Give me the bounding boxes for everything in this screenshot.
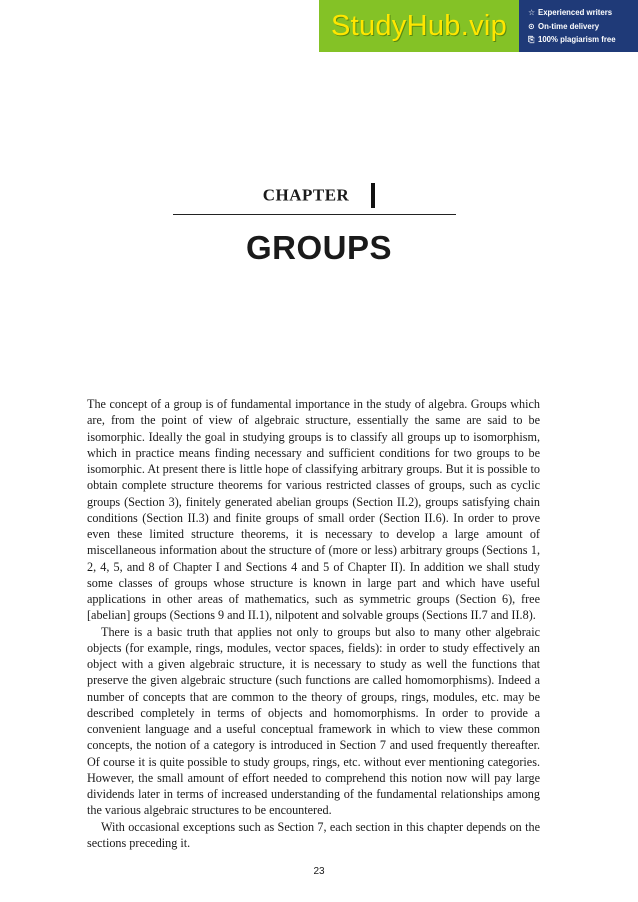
paragraph-2: There is a basic truth that applies not only to groups but also to many other algebraic objects (for example, rings, modules, vector spaces, fields): in order to study effectively an object with a given algebraic structure, it is necessary to study as well the functions that preserve the given algebraic structure (such functions are called homomorphisms). Indeed a number of concepts that are common to the theory of groups, rings, modules, etc. may be described completely in terms of objects and homomorphisms. In order to provide a convenient language and a useful conceptual framework in which to view these common concepts, the notion of a category is introduced in Section 7 and used frequently thereafter. Of course it is quite possible to study groups, rings, etc. without ever mentioning categories. However, the small amount of effort needed to comprehend this notion now will pay large dividends later in terms of increased understanding of the fundamental relationships among the various algebraic structures to be encountered. — [87, 624, 540, 818]
chapter-number-roman-one — [371, 183, 375, 208]
feature-label: 100% plagiarism free — [538, 35, 616, 45]
feature-on-time-delivery — [528, 20, 638, 34]
clock-icon: ⊙ — [528, 21, 535, 31]
feature-experienced-writers — [528, 6, 638, 20]
studyhub-logo[interactable] — [319, 0, 519, 52]
paragraph-3: With occasional exceptions such as Section 7, each section in this chapter depends on the sections preceding it. — [87, 819, 540, 850]
page-number: 23 — [313, 866, 325, 877]
logo-text: StudyHub.vip — [330, 9, 508, 42]
feature-label: On-time delivery — [538, 21, 600, 31]
chapter-label: CHAPTER — [262, 185, 350, 205]
chapter-intro-text — [87, 396, 540, 851]
copy-icon: ⎘ — [528, 34, 535, 44]
paragraph-1: The concept of a group is of fundamental importance in the study of algebra. Groups which are, from the point of view of algebraic structure, essentially the same are said to be isomorphic. Ideally the goal in studying groups is to classify all groups up to isomorphism, which in practice means finding necessary and sufficient conditions for two groups to be isomorphic. At present there is little hope of classifying arbitrary groups. But it is possible to obtain complete structure theorems for various restricted classes of groups, such as cyclic groups (Section 3), finitely generated abelian groups (Section II.2), groups satisfying chain conditions (Section II.3) and finite groups of small order (Section II.6). In order to prove even these limited structure theorems, it is necessary to develop a large amount of miscellaneous information about the structure of (more or less) arbitrary groups (Sections 1, 2, 4, 5, and 8 of Chapter I and Sections 4 and 5 of Chapter II). In addition we shall study some classes of groups whose structure is known in large part and which have useful applications in other areas of mathematics, such as symmetric groups (Section 6), free [abelian] groups (Sections 9 and II.1), nilpotent and solvable groups (Sections II.7 and II.8). — [87, 397, 540, 623]
studyhub-banner[interactable] — [319, 0, 638, 52]
feature-plagiarism-free — [528, 33, 638, 47]
chapter-title: GROUPS — [245, 229, 393, 266]
star-icon: ☆ — [528, 8, 536, 18]
chapter-divider — [173, 214, 456, 215]
banner-features — [519, 0, 638, 52]
feature-label: Experienced writers — [538, 8, 613, 18]
chapter-heading — [0, 183, 638, 208]
